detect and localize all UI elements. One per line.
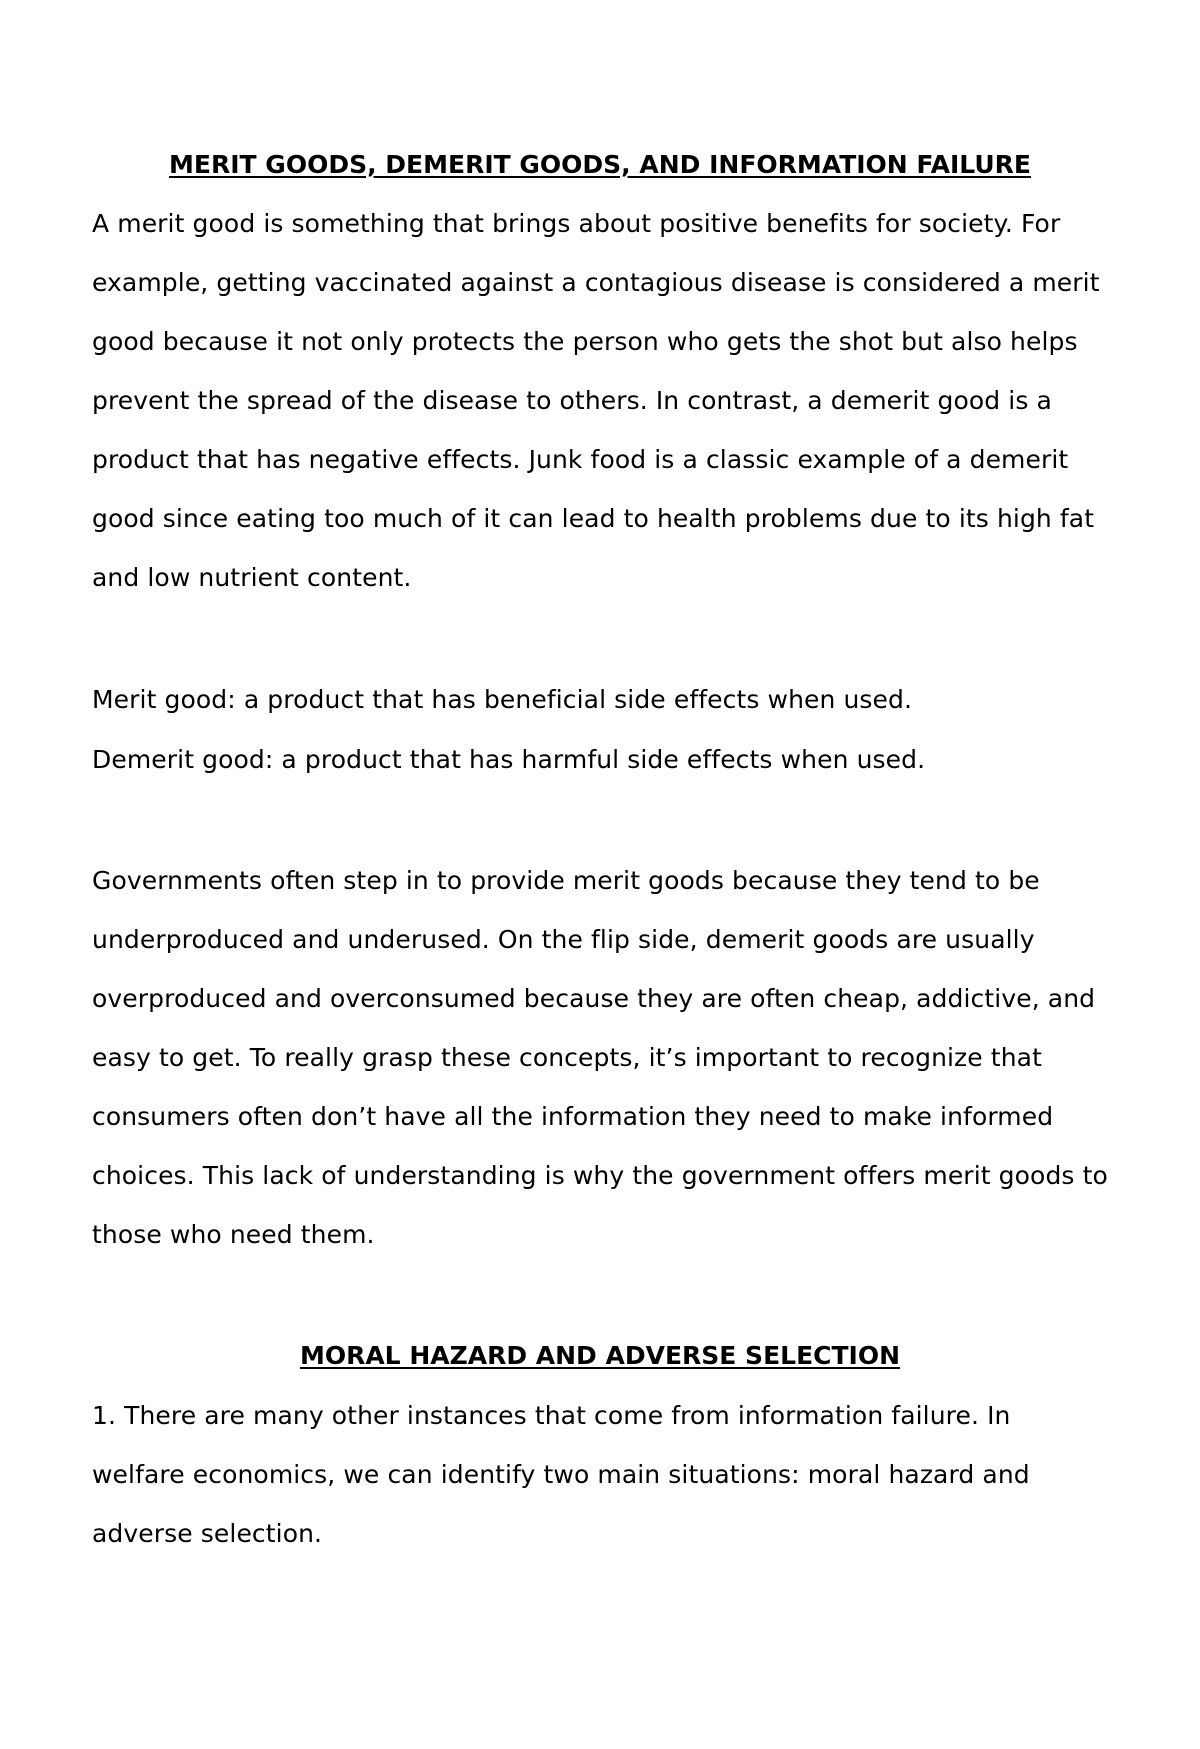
- paragraph-line: Governments often step in to provide merit goods because they tend to be: [92, 866, 1040, 895]
- definition-demerit-good: Demerit good: a product that has harmful side effects when used.: [92, 745, 926, 774]
- paragraph-line: consumers often don’t have all the information they need to make informed: [92, 1102, 1054, 1131]
- paragraph-line: product that has negative effects. Junk food is a classic example of a demerit: [92, 445, 1069, 474]
- paragraph-line: and low nutrient content.: [92, 563, 412, 592]
- definition-merit-good: Merit good: a product that has beneficial side effects when used.: [92, 685, 913, 714]
- paragraph-line: good because it not only protects the person who gets the shot but also helps: [92, 327, 1078, 356]
- paragraph-line: those who need them.: [92, 1220, 375, 1249]
- paragraph-line: 1. There are many other instances that come from information failure. In: [92, 1401, 1011, 1430]
- paragraph-line: example, getting vaccinated against a contagious disease is considered a merit: [92, 268, 1100, 297]
- paragraph-line: easy to get. To really grasp these concepts, it’s important to recognize that: [92, 1043, 1042, 1072]
- paragraph-line: prevent the spread of the disease to others. In contrast, a demerit good is a: [92, 386, 1052, 415]
- section-heading-merit-goods: MERIT GOODS, DEMERIT GOODS, AND INFORMATION FAILURE: [169, 150, 1031, 179]
- paragraph-line: choices. This lack of understanding is why the government offers merit goods to: [92, 1161, 1108, 1190]
- paragraph-line: adverse selection.: [92, 1519, 323, 1548]
- paragraph-line: underproduced and underused. On the flip side, demerit goods are usually: [92, 925, 1035, 954]
- section-heading-moral-hazard: MORAL HAZARD AND ADVERSE SELECTION: [299, 1341, 901, 1370]
- paragraph-line: overproduced and overconsumed because they are often cheap, addictive, and: [92, 984, 1096, 1013]
- paragraph-line: A merit good is something that brings about positive benefits for society. For: [92, 209, 1061, 238]
- paragraph-line: good since eating too much of it can lead to health problems due to its high fat: [92, 504, 1095, 533]
- paragraph-line: welfare economics, we can identify two main situations: moral hazard and: [92, 1460, 1030, 1489]
